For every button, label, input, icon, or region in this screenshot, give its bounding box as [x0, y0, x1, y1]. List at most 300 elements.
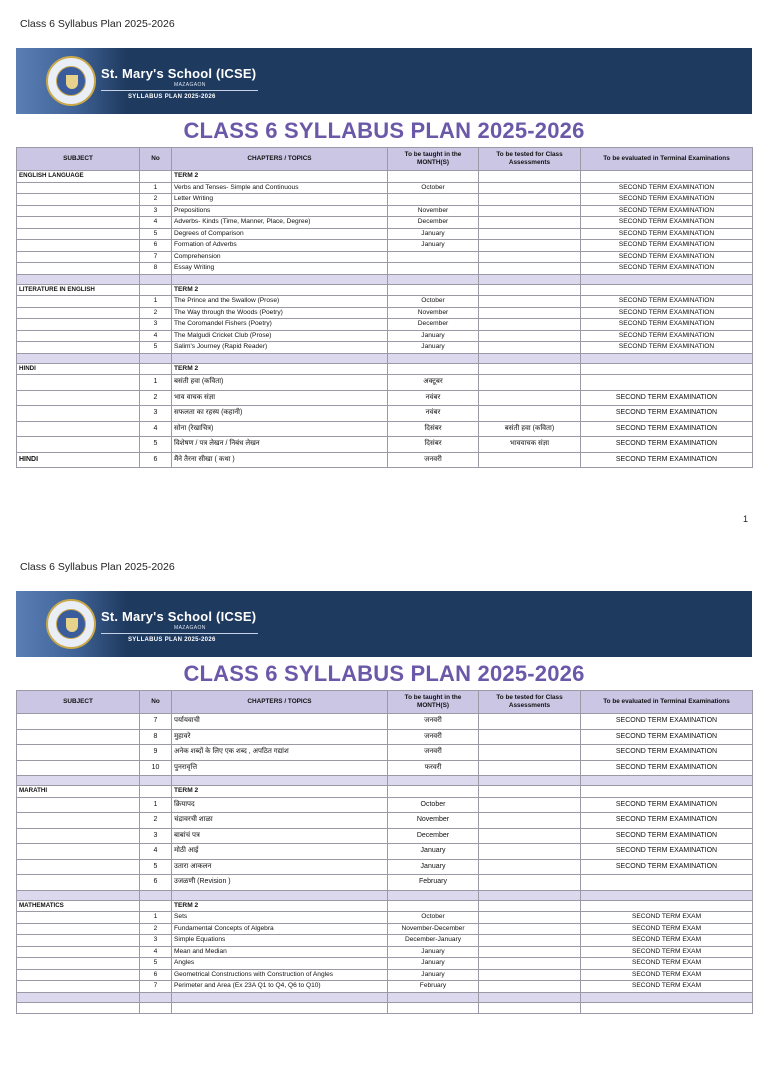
row-subject [17, 981, 140, 993]
row-topic: पुनरावृत्ति [172, 760, 388, 776]
spacer-row [17, 353, 753, 363]
row-number [140, 171, 172, 183]
row-topic: विशेषण / पत्र लेखन / निबंध लेखन [172, 437, 388, 453]
row-subject [17, 969, 140, 981]
row-number: 1 [140, 296, 172, 308]
row-month: February [388, 875, 479, 891]
row-month: January [388, 946, 479, 958]
subject-section-row [17, 284, 753, 296]
row-month: जनवरी [388, 452, 479, 468]
subject-section-row [17, 363, 753, 375]
row-subject [17, 729, 140, 745]
row-tested [479, 296, 581, 308]
row-month: फरवरी [388, 760, 479, 776]
row-subject [17, 390, 140, 406]
table-row [17, 745, 753, 761]
row-subject [17, 205, 140, 217]
row-tested [479, 182, 581, 194]
table-header-row [17, 148, 753, 171]
row-month: January [388, 342, 479, 354]
row-number: 2 [140, 194, 172, 206]
row-topic: उजळणी (Revision ) [172, 875, 388, 891]
row-topic: अनेक शब्दों के लिए एक शब्द , अपठित गद्यांश [172, 745, 388, 761]
row-number: 6 [140, 452, 172, 468]
row-topic: Comprehension [172, 251, 388, 263]
row-subject: ENGLISH LANGUAGE [17, 171, 140, 183]
row-terminal: SECOND TERM EXAM [581, 912, 753, 924]
row-tested [479, 844, 581, 860]
table-row [17, 263, 753, 275]
row-terminal: SECOND TERM EXAMINATION [581, 452, 753, 468]
row-month: December [388, 828, 479, 844]
table-row [17, 981, 753, 993]
row-topic: Simple Equations [172, 935, 388, 947]
row-terminal: SECOND TERM EXAM [581, 935, 753, 947]
col-topics-header: CHAPTERS / TOPICS [172, 148, 388, 171]
row-terminal: SECOND TERM EXAMINATION [581, 390, 753, 406]
row-topic: मैंने तैरना सीखा ( कथा ) [172, 452, 388, 468]
table-row [17, 182, 753, 194]
row-number: 2 [140, 307, 172, 319]
page-title: CLASS 6 SYLLABUS PLAN 2025-2026 [183, 118, 585, 143]
row-tested [479, 205, 581, 217]
row-topic: चंद्रावरची शाळा [172, 813, 388, 829]
row-month: February [388, 981, 479, 993]
row-terminal [581, 171, 753, 183]
row-number: 8 [140, 729, 172, 745]
row-topic: Essay Writing [172, 263, 388, 275]
col-month-header: To be taught in the MONTH(S) [388, 691, 479, 714]
row-number [140, 1002, 172, 1014]
row-month: December [388, 319, 479, 331]
row-month: जनवरी [388, 714, 479, 730]
table-row [17, 797, 753, 813]
row-number: 5 [140, 958, 172, 970]
row-tested [479, 217, 581, 229]
row-number [140, 890, 172, 900]
table-row [17, 205, 753, 217]
row-topic [172, 1002, 388, 1014]
row-terminal [581, 284, 753, 296]
row-terminal: SECOND TERM EXAM [581, 946, 753, 958]
row-tested: बसंती हवा (कविता) [479, 421, 581, 437]
row-subject [17, 217, 140, 229]
row-topic: Sets [172, 912, 388, 924]
row-topic: मोठी आई [172, 844, 388, 860]
row-topic: Perimeter and Area (Ex 23A Q1 to Q4, Q6 to Q10) [172, 981, 388, 993]
page-header-note: Class 6 Syllabus Plan 2025-2026 [20, 561, 175, 573]
row-number: 7 [140, 251, 172, 263]
row-topic: TERM 2 [172, 786, 388, 798]
table-row [17, 958, 753, 970]
row-number [140, 900, 172, 912]
row-subject [17, 776, 140, 786]
table-row [17, 307, 753, 319]
row-terminal: SECOND TERM EXAMINATION [581, 263, 753, 275]
row-subject [17, 958, 140, 970]
table-row [17, 406, 753, 422]
row-subject [17, 760, 140, 776]
row-topic: Verbs and Tenses- Simple and Continuous [172, 182, 388, 194]
row-month: November [388, 813, 479, 829]
row-subject [17, 194, 140, 206]
row-terminal: SECOND TERM EXAM [581, 958, 753, 970]
row-month: January [388, 330, 479, 342]
row-subject [17, 875, 140, 891]
row-tested [479, 935, 581, 947]
table-row [17, 946, 753, 958]
row-subject [17, 745, 140, 761]
row-subject [17, 992, 140, 1002]
row-terminal [581, 890, 753, 900]
row-topic: मुहावरे [172, 729, 388, 745]
row-tested [479, 284, 581, 296]
page-header-note: Class 6 Syllabus Plan 2025-2026 [20, 18, 175, 30]
row-number: 1 [140, 912, 172, 924]
table-row [17, 813, 753, 829]
table-row [17, 1002, 753, 1014]
row-month: November-December [388, 923, 479, 935]
row-terminal [581, 274, 753, 284]
subject-section-row [17, 786, 753, 798]
row-terminal: SECOND TERM EXAMINATION [581, 406, 753, 422]
school-name: St. Mary's School (ICSE) [101, 66, 257, 81]
row-terminal: SECOND TERM EXAMINATION [581, 307, 753, 319]
row-terminal [581, 875, 753, 891]
row-number: 2 [140, 390, 172, 406]
row-terminal: SECOND TERM EXAMINATION [581, 813, 753, 829]
row-month [388, 274, 479, 284]
row-topic: बसंती हवा (कविता) [172, 375, 388, 391]
row-tested [479, 353, 581, 363]
row-number [140, 992, 172, 1002]
row-terminal: SECOND TERM EXAMINATION [581, 194, 753, 206]
row-tested [479, 171, 581, 183]
col-terminal-header: To be evaluated in Terminal Examinations [581, 148, 753, 171]
row-terminal [581, 353, 753, 363]
row-month: January [388, 969, 479, 981]
row-terminal: SECOND TERM EXAMINATION [581, 421, 753, 437]
row-topic: Geometrical Constructions with Construction of Angles [172, 969, 388, 981]
row-terminal: SECOND TERM EXAMINATION [581, 760, 753, 776]
row-terminal: SECOND TERM EXAM [581, 981, 753, 993]
row-terminal: SECOND TERM EXAMINATION [581, 251, 753, 263]
row-number: 4 [140, 946, 172, 958]
row-month [388, 363, 479, 375]
row-month: January [388, 228, 479, 240]
row-month [388, 251, 479, 263]
document-page-2 [0, 543, 768, 1073]
school-name: St. Mary's School (ICSE) [101, 609, 257, 624]
row-terminal [581, 786, 753, 798]
row-month [388, 284, 479, 296]
row-month: November [388, 205, 479, 217]
row-number [140, 363, 172, 375]
col-tested-header: To be tested for Class Assessments [479, 691, 581, 714]
row-tested [479, 363, 581, 375]
row-number: 4 [140, 421, 172, 437]
row-subject [17, 406, 140, 422]
row-tested [479, 776, 581, 786]
row-subject [17, 274, 140, 284]
row-number: 10 [140, 760, 172, 776]
row-month [388, 776, 479, 786]
row-topic: पर्यायवाची [172, 714, 388, 730]
row-tested [479, 194, 581, 206]
row-topic: भाव वाचक संज्ञा [172, 390, 388, 406]
spacer-row [17, 274, 753, 284]
subject-section-row [17, 900, 753, 912]
row-month [388, 992, 479, 1002]
page-title: CLASS 6 SYLLABUS PLAN 2025-2026 [183, 661, 585, 686]
row-month: जनवरी [388, 729, 479, 745]
row-tested [479, 375, 581, 391]
row-month: January [388, 958, 479, 970]
table-row [17, 452, 753, 468]
row-topic: Fundamental Concepts of Algebra [172, 923, 388, 935]
row-subject [17, 307, 140, 319]
col-subject-header: SUBJECT [17, 691, 140, 714]
row-month: December [388, 217, 479, 229]
row-terminal: SECOND TERM EXAMINATION [581, 182, 753, 194]
row-tested [479, 342, 581, 354]
row-subject [17, 421, 140, 437]
table-row [17, 760, 753, 776]
row-tested [479, 274, 581, 284]
spacer-row [17, 890, 753, 900]
row-tested [479, 714, 581, 730]
row-month: October [388, 797, 479, 813]
row-subject [17, 912, 140, 924]
row-topic: सोना (रेखाचित्र) [172, 421, 388, 437]
row-terminal: SECOND TERM EXAMINATION [581, 729, 753, 745]
row-subject [17, 923, 140, 935]
row-month [388, 786, 479, 798]
row-month [388, 171, 479, 183]
row-number: 7 [140, 981, 172, 993]
row-subject [17, 437, 140, 453]
row-subject [17, 296, 140, 308]
row-tested [479, 828, 581, 844]
row-tested [479, 729, 581, 745]
row-tested: भाववाचक संज्ञा [479, 437, 581, 453]
row-subject [17, 342, 140, 354]
row-topic: The Coromandel Fishers (Poetry) [172, 319, 388, 331]
spacer-row [17, 992, 753, 1002]
table-row [17, 437, 753, 453]
table-row [17, 935, 753, 947]
row-topic: The Malgudi Cricket Club (Prose) [172, 330, 388, 342]
row-number [140, 353, 172, 363]
school-banner [16, 591, 752, 657]
row-number: 3 [140, 935, 172, 947]
row-number [140, 284, 172, 296]
row-number: 3 [140, 406, 172, 422]
row-number: 5 [140, 228, 172, 240]
row-number [140, 274, 172, 284]
row-subject: LITERATURE IN ENGLISH [17, 284, 140, 296]
row-terminal: SECOND TERM EXAMINATION [581, 844, 753, 860]
row-number: 4 [140, 217, 172, 229]
row-number [140, 776, 172, 786]
row-month: October [388, 182, 479, 194]
table-row [17, 859, 753, 875]
col-month-header: To be taught in the MONTH(S) [388, 148, 479, 171]
col-tested-header: To be tested for Class Assessments [479, 148, 581, 171]
table-row [17, 912, 753, 924]
row-subject [17, 714, 140, 730]
row-tested [479, 946, 581, 958]
row-tested [479, 760, 581, 776]
row-number: 4 [140, 844, 172, 860]
row-month [388, 263, 479, 275]
row-terminal: SECOND TERM EXAMINATION [581, 217, 753, 229]
row-subject [17, 353, 140, 363]
row-terminal [581, 776, 753, 786]
row-tested [479, 240, 581, 252]
row-month: नवंबर [388, 390, 479, 406]
row-terminal [581, 1002, 753, 1014]
col-no-header: No [140, 691, 172, 714]
row-subject [17, 890, 140, 900]
row-number: 7 [140, 714, 172, 730]
row-tested [479, 981, 581, 993]
row-subject [17, 813, 140, 829]
row-subject [17, 182, 140, 194]
row-terminal: SECOND TERM EXAMINATION [581, 205, 753, 217]
row-subject [17, 844, 140, 860]
row-subject [17, 859, 140, 875]
row-number: 8 [140, 263, 172, 275]
row-topic: Adverbs- Kinds (Time, Manner, Place, Degree) [172, 217, 388, 229]
school-crest-icon [46, 599, 96, 649]
col-terminal-header: To be evaluated in Terminal Examinations [581, 691, 753, 714]
row-number: 4 [140, 330, 172, 342]
row-month [388, 1002, 479, 1014]
row-topic: बाबांचं पत्र [172, 828, 388, 844]
row-terminal: SECOND TERM EXAMINATION [581, 228, 753, 240]
row-number: 5 [140, 859, 172, 875]
row-topic: TERM 2 [172, 284, 388, 296]
row-subject [17, 1002, 140, 1014]
row-subject: HINDI [17, 363, 140, 375]
row-topic: TERM 2 [172, 900, 388, 912]
row-subject [17, 935, 140, 947]
row-terminal [581, 900, 753, 912]
row-topic: Mean and Median [172, 946, 388, 958]
row-terminal: SECOND TERM EXAMINATION [581, 319, 753, 331]
row-terminal: SECOND TERM EXAMINATION [581, 745, 753, 761]
row-tested [479, 452, 581, 468]
row-terminal [581, 363, 753, 375]
row-terminal: SECOND TERM EXAMINATION [581, 296, 753, 308]
row-topic: Letter Writing [172, 194, 388, 206]
school-crest-icon [46, 56, 96, 106]
row-topic: क्रियापद [172, 797, 388, 813]
table-row [17, 342, 753, 354]
row-number: 6 [140, 875, 172, 891]
row-tested [479, 969, 581, 981]
row-month: January [388, 240, 479, 252]
banner-plan-label: SYLLABUS PLAN 2025-2026 [128, 637, 216, 643]
table-row [17, 923, 753, 935]
row-month: December-January [388, 935, 479, 947]
col-no-header: No [140, 148, 172, 171]
row-topic [172, 992, 388, 1002]
row-subject [17, 828, 140, 844]
row-subject: MATHEMATICS [17, 900, 140, 912]
row-topic: Prepositions [172, 205, 388, 217]
row-terminal: SECOND TERM EXAMINATION [581, 437, 753, 453]
row-subject [17, 946, 140, 958]
row-tested [479, 251, 581, 263]
row-terminal: SECOND TERM EXAMINATION [581, 828, 753, 844]
row-subject: MARATHI [17, 786, 140, 798]
table-row [17, 421, 753, 437]
row-topic [172, 890, 388, 900]
table-row [17, 828, 753, 844]
row-tested [479, 745, 581, 761]
table-row [17, 969, 753, 981]
row-terminal: SECOND TERM EXAMINATION [581, 714, 753, 730]
row-subject: HINDI [17, 452, 140, 468]
row-topic [172, 776, 388, 786]
page-number: 1 [743, 514, 749, 524]
row-tested [479, 813, 581, 829]
row-month: दिसंबर [388, 421, 479, 437]
row-month [388, 194, 479, 206]
row-month [388, 900, 479, 912]
row-subject [17, 263, 140, 275]
row-terminal: SECOND TERM EXAMINATION [581, 240, 753, 252]
row-terminal [581, 375, 753, 391]
col-topics-header: CHAPTERS / TOPICS [172, 691, 388, 714]
row-month [388, 353, 479, 363]
spacer-row [17, 776, 753, 786]
row-tested [479, 797, 581, 813]
row-number: 2 [140, 923, 172, 935]
syllabus-table [16, 690, 753, 1014]
row-terminal: SECOND TERM EXAMINATION [581, 797, 753, 813]
col-subject-header: SUBJECT [17, 148, 140, 171]
row-number: 5 [140, 342, 172, 354]
table-row [17, 319, 753, 331]
row-terminal [581, 992, 753, 1002]
table-row [17, 844, 753, 860]
row-subject [17, 228, 140, 240]
row-topic: Salim's Journey (Rapid Reader) [172, 342, 388, 354]
row-tested [479, 1002, 581, 1014]
row-tested [479, 307, 581, 319]
table-row [17, 375, 753, 391]
school-location: MAZAGAON [174, 82, 206, 88]
table-row [17, 296, 753, 308]
row-tested [479, 890, 581, 900]
table-row [17, 875, 753, 891]
row-number: 6 [140, 969, 172, 981]
document-page-1 [0, 0, 768, 530]
row-topic: उतारा आकलन [172, 859, 388, 875]
row-subject [17, 251, 140, 263]
row-month: दिसंबर [388, 437, 479, 453]
row-number [140, 786, 172, 798]
row-number: 3 [140, 828, 172, 844]
table-row [17, 390, 753, 406]
row-month: October [388, 912, 479, 924]
banner-plan-label: SYLLABUS PLAN 2025-2026 [128, 94, 216, 100]
row-terminal: SECOND TERM EXAMINATION [581, 342, 753, 354]
row-topic: Formation of Adverbs [172, 240, 388, 252]
